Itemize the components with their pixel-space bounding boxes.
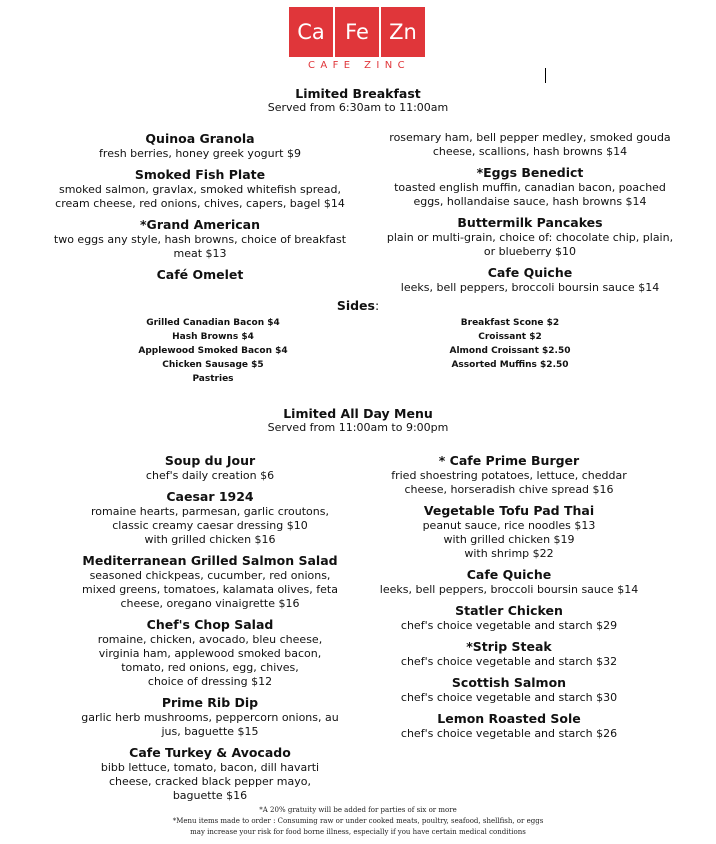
side-item: Hash Browns $4 xyxy=(172,332,254,342)
menu-item-cafe-prime-burger xyxy=(370,452,648,497)
side-item: Breakfast Scone $2 xyxy=(460,318,560,328)
side-item: Applewood Smoked Bacon $4 xyxy=(138,346,288,356)
logo-tile-fe: Fe xyxy=(335,7,379,57)
menu-item-name: Vegetable Tofu Pad Thai xyxy=(423,503,595,518)
menu-item-name: Soup du Jour xyxy=(164,453,256,468)
menu-item-description: virginia ham, applewood smoked bacon, xyxy=(98,647,322,660)
menu-item-description: chef's choice vegetable and starch $26 xyxy=(400,727,618,740)
menu-footer xyxy=(0,805,716,838)
menu-item-description: garlic herb mushrooms, peppercorn onions, au xyxy=(81,711,339,724)
menu-item-description: bibb lettuce, tomato, bacon, dill havarti xyxy=(100,761,320,774)
breakfast-header xyxy=(0,86,716,114)
menu-item-name: Cafe Turkey & Avocado xyxy=(129,745,291,760)
menu-item-name: *Strip Steak xyxy=(466,639,552,654)
menu-item-description: or blueberry $10 xyxy=(483,245,577,258)
menu-item-eggs-benedict xyxy=(360,164,700,209)
breakfast-hours: Served from 6:30am to 11:00am xyxy=(267,101,449,114)
menu-item-grand-american xyxy=(20,216,380,261)
menu-item-description: tomato, red onions, egg, chives, xyxy=(121,661,299,674)
menu-item-description: baguette $16 xyxy=(172,789,248,802)
menu-item-name: Smoked Fish Plate xyxy=(134,167,266,182)
sides-title xyxy=(0,298,716,313)
menu-item-description: peanut sauce, rice noodles $13 xyxy=(422,519,596,532)
sides-left-column xyxy=(108,316,318,386)
sides-right-column xyxy=(410,316,610,372)
menu-item-description: romaine hearts, parmesan, garlic croutons, xyxy=(91,505,329,518)
menu-item-soup-du-jour xyxy=(55,452,365,483)
menu-item-quinoa-granola xyxy=(20,130,380,161)
menu-item-cafe-turkey-avocado xyxy=(55,744,365,803)
menu-item-description: classic creamy caesar dressing $10 xyxy=(112,519,308,532)
menu-item-description: meat $13 xyxy=(173,247,227,260)
menu-item-smoked-fish-plate xyxy=(20,166,380,211)
side-item: Almond Croissant $2.50 xyxy=(449,346,571,356)
menu-item-name: Scottish Salmon xyxy=(451,675,567,690)
menu-item-description: mixed greens, tomatoes, kalamata olives, feta xyxy=(82,583,338,596)
footer-note: may increase your risk for food borne illness, especially if you have certain medical conditions xyxy=(190,828,526,836)
menu-item-mediterranean-grilled-salmon-salad xyxy=(55,552,365,611)
menu-item-description: toasted english muffin, canadian bacon, poached xyxy=(394,181,666,194)
menu-item-description: romaine, chicken, avocado, bleu cheese, xyxy=(97,633,323,646)
menu-item-description: smoked salmon, gravlax, smoked whitefish spread, xyxy=(58,183,341,196)
menu-item-description: cheese, oregano vinaigrette $16 xyxy=(120,597,300,610)
menu-item-name: Caesar 1924 xyxy=(166,489,254,504)
side-item: Croissant $2 xyxy=(478,332,542,342)
menu-item-name: Cafe Quiche xyxy=(487,265,573,280)
menu-item-vegetable-tofu-pad-thai xyxy=(370,502,648,561)
menu-item-caf-omelet xyxy=(20,266,380,283)
menu-item-name: Prime Rib Dip xyxy=(161,695,259,710)
logo-subtitle: CAFE ZINC xyxy=(308,60,410,71)
allday-header xyxy=(0,406,716,434)
menu-item-name: Café Omelet xyxy=(156,267,244,282)
menu-item-description: chef's choice vegetable and starch $29 xyxy=(400,619,618,632)
menu-item-strip-steak xyxy=(370,638,648,669)
menu-item-name: Quinoa Granola xyxy=(145,131,255,146)
menu-item-name: Buttermilk Pancakes xyxy=(457,215,603,230)
logo-tile-ca: Ca xyxy=(289,7,333,57)
logo-tile-zn: Zn xyxy=(381,7,425,57)
menu-item-caesar-1924 xyxy=(55,488,365,547)
menu-item-scottish-salmon xyxy=(370,674,648,705)
menu-item-name: Lemon Roasted Sole xyxy=(437,711,581,726)
side-item: Assorted Muffins $2.50 xyxy=(451,360,569,370)
menu-item-description: fresh berries, honey greek yogurt $9 xyxy=(99,147,301,160)
menu-item-description: rosemary ham, bell pepper medley, smoked gouda xyxy=(389,131,671,144)
menu-item-description: cheese, horseradish chive spread $16 xyxy=(404,483,614,496)
menu-item-description: leeks, bell peppers, broccoli boursin sauce $14 xyxy=(379,583,639,596)
side-item: Pastries xyxy=(192,374,234,384)
menu-item-cafe-quiche xyxy=(370,566,648,597)
menu-item-name: *Eggs Benedict xyxy=(476,165,584,180)
menu-item-description: with grilled chicken $19 xyxy=(443,533,575,546)
footer-note: *Menu items made to order : Consuming raw or under cooked meats, poultry, seafood, shellfish, or eggs xyxy=(172,817,544,825)
menu-item-name: Chef's Chop Salad xyxy=(146,617,274,632)
menu-item-name: Cafe Quiche xyxy=(466,567,552,582)
menu-item-description: eggs, hollandaise sauce, hash browns $14 xyxy=(413,195,647,208)
menu-item-description: jus, baguette $15 xyxy=(161,725,259,738)
menu-item-prime-rib-dip xyxy=(55,694,365,739)
menu-item-description: plain or multi-grain, choice of: chocolate chip, plain, xyxy=(386,231,674,244)
cafe-zinc-logo xyxy=(289,7,429,77)
menu-item-description: cheese, cracked black pepper mayo, xyxy=(108,775,312,788)
menu-item-description: choice of dressing $12 xyxy=(147,675,273,688)
menu-item-name: Statler Chicken xyxy=(455,603,563,618)
menu-item-description: leeks, bell peppers, broccoli boursin sauce $14 xyxy=(400,281,660,294)
menu-item-description: seasoned chickpeas, cucumber, red onions, xyxy=(89,569,331,582)
menu-item-description: chef's choice vegetable and starch $32 xyxy=(400,655,618,668)
menu-item-description: with grilled chicken $16 xyxy=(144,533,276,546)
menu-item-description: with shrimp $22 xyxy=(464,547,554,560)
sides-title-colon: : xyxy=(374,298,380,313)
menu-item-statler-chicken xyxy=(370,602,648,633)
menu-item-continued xyxy=(360,131,700,159)
menu-item-lemon-roasted-sole xyxy=(370,710,648,741)
allday-hours: Served from 11:00am to 9:00pm xyxy=(267,421,449,434)
menu-item-description: cream cheese, red onions, chives, capers, bagel $14 xyxy=(55,197,345,210)
menu-item-chef-s-chop-salad xyxy=(55,616,365,689)
menu-item-description: two eggs any style, hash browns, choice of breakfast xyxy=(53,233,347,246)
side-item: Grilled Canadian Bacon $4 xyxy=(146,318,280,328)
menu-item-name: *Grand American xyxy=(140,217,260,232)
menu-item-description: chef's choice vegetable and starch $30 xyxy=(400,691,618,704)
side-item: Chicken Sausage $5 xyxy=(162,360,264,370)
menu-item-description: fried shoestring potatoes, lettuce, cheddar xyxy=(391,469,627,482)
allday-title: Limited All Day Menu xyxy=(283,406,433,421)
menu-item-description: chef's daily creation $6 xyxy=(145,469,275,482)
menu-item-name: * Cafe Prime Burger xyxy=(438,453,580,468)
menu-item-buttermilk-pancakes xyxy=(360,214,700,259)
menu-item-cafe-quiche xyxy=(360,264,700,295)
breakfast-left-column xyxy=(20,130,380,288)
breakfast-right-column xyxy=(360,131,700,300)
menu-item-description: cheese, scallions, hash browns $14 xyxy=(432,145,628,158)
allday-right-column xyxy=(370,452,648,746)
sides-title-text: Sides xyxy=(336,298,375,313)
text-cursor xyxy=(545,68,546,83)
menu-item-name: Mediterranean Grilled Salmon Salad xyxy=(82,553,338,568)
footer-note: *A 20% gratuity will be added for parties of six or more xyxy=(259,806,457,814)
breakfast-title: Limited Breakfast xyxy=(295,86,421,101)
allday-left-column xyxy=(55,452,365,808)
